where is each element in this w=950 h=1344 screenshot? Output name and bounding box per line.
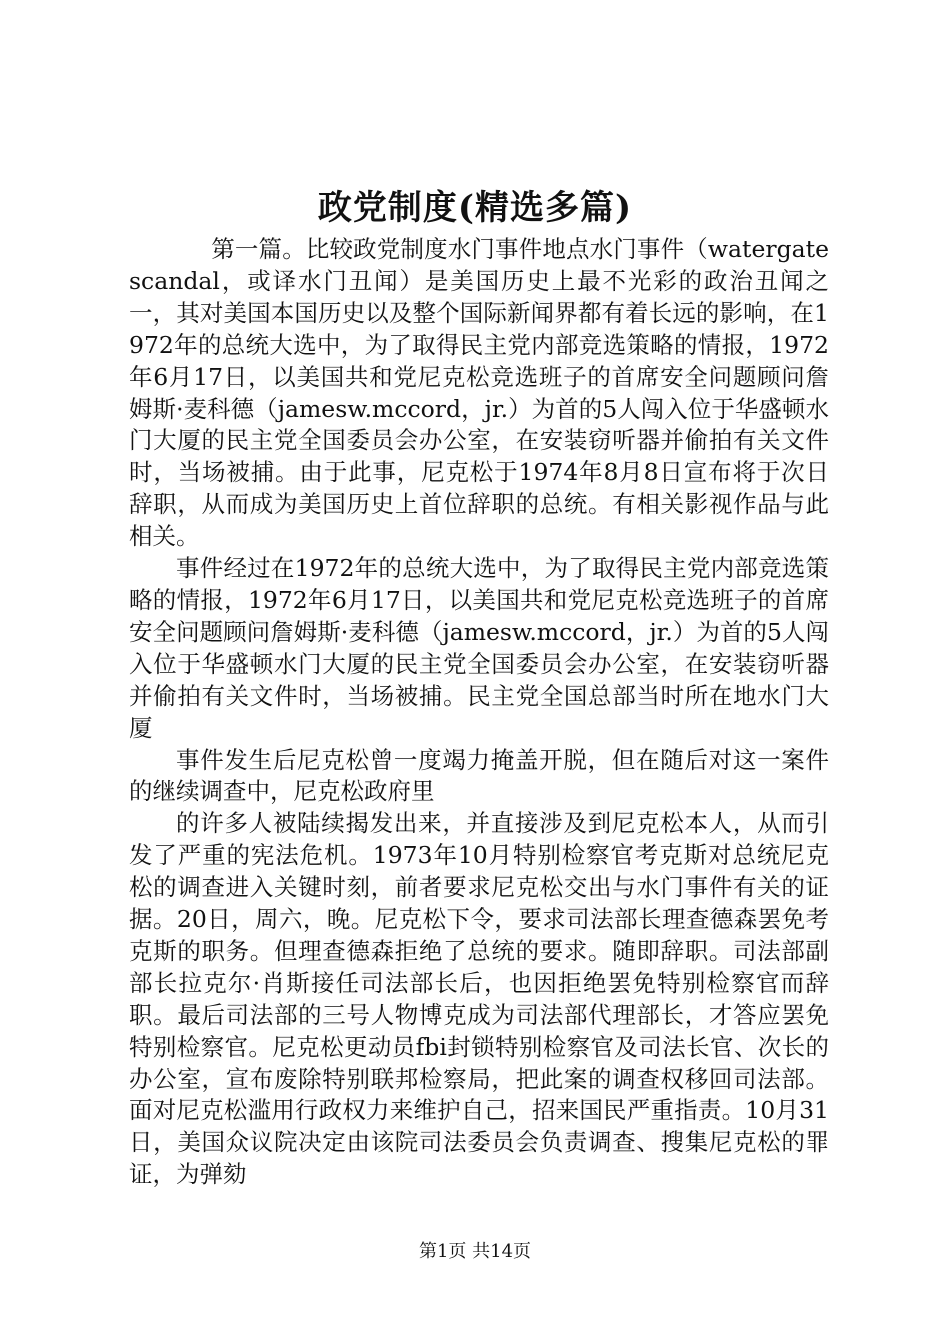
page-number: 第1页 — [418, 1241, 467, 1262]
paragraph-2: 事件经过在1972年的总统大选中，为了取得民主党内部竞选策略的情报，1972年6月17日，以美国共和党尼克松竞选班子的首席安全问题顾问詹姆斯·麦科德（jamesw.mccord，jr.）为首的5人闯入位于华盛顿水门大厦的民主党全国委员会办公室，在安装窃听器并偷拍有关文件时，当场被捕。民主党全国总部当时所在地水门大厦 — [129, 554, 829, 742]
paragraph-3: 事件发生后尼克松曾一度竭力掩盖开脱，但在随后对这一案件的继续调查中，尼克松政府里 — [129, 745, 829, 806]
page-total: 共14页 — [472, 1241, 532, 1262]
page-footer — [0, 1240, 950, 1264]
paragraph-1: 第一篇。比较政党制度水门事件地点水门事件（watergatescandal，或译水门丑闻）是美国历史上最不光彩的政治丑闻之一，其对美国本国历史以及整个国际新闻界都有着长远的影响，在1972年的总统大选中，为了取得民主党内部竞选策略的情报，1972年6月17日，以美国共和党尼克松竞选班子的首席安全问题顾问詹姆斯·麦科德（jamesw.mccord，jr.）为首的5人闯入位于华盛顿水门大厦的民主党全国委员会办公室，在安装窃听器并偷拍有关文件时，当场被捕。由于此事，尼克松于1974年8月8日宣布将于次日辞职，从而成为美国历史上首位辞职的总统。有相关影视作品与此相关。 — [129, 235, 829, 551]
paragraph-4: 的许多人被陆续揭发出来，并直接涉及到尼克松本人，从而引发了严重的宪法危机。1973年10月特别检察官考克斯对总统尼克松的调查进入关键时刻，前者要求尼克松交出与水门事件有关的证据。20日，周六，晚。尼克松下令，要求司法部长理查德森罢免考克斯的职务。但理查德森拒绝了总统的要求。随即辞职。司法部副部长拉克尔·肖斯接任司法部长后，也因拒绝罢免特别检察官而辞职。最后司法部的三号人物博克成为司法部代理部长，才答应罢免特别检察官。尼克松更动员fbi封锁特别检察官及司法长官、次长的办公室，宣布废除特别联邦检察局，把此案的调查权移回司法部。面对尼克松滥用行政权力来维护自己，招来国民严重指责。10月31日，美国众议院决定由该院司法委员会负责调查、搜集尼克松的罪证，为弹劾 — [129, 809, 829, 1189]
document-body — [129, 234, 829, 1191]
document-title: 政党制度(精选多篇) — [317, 188, 633, 228]
